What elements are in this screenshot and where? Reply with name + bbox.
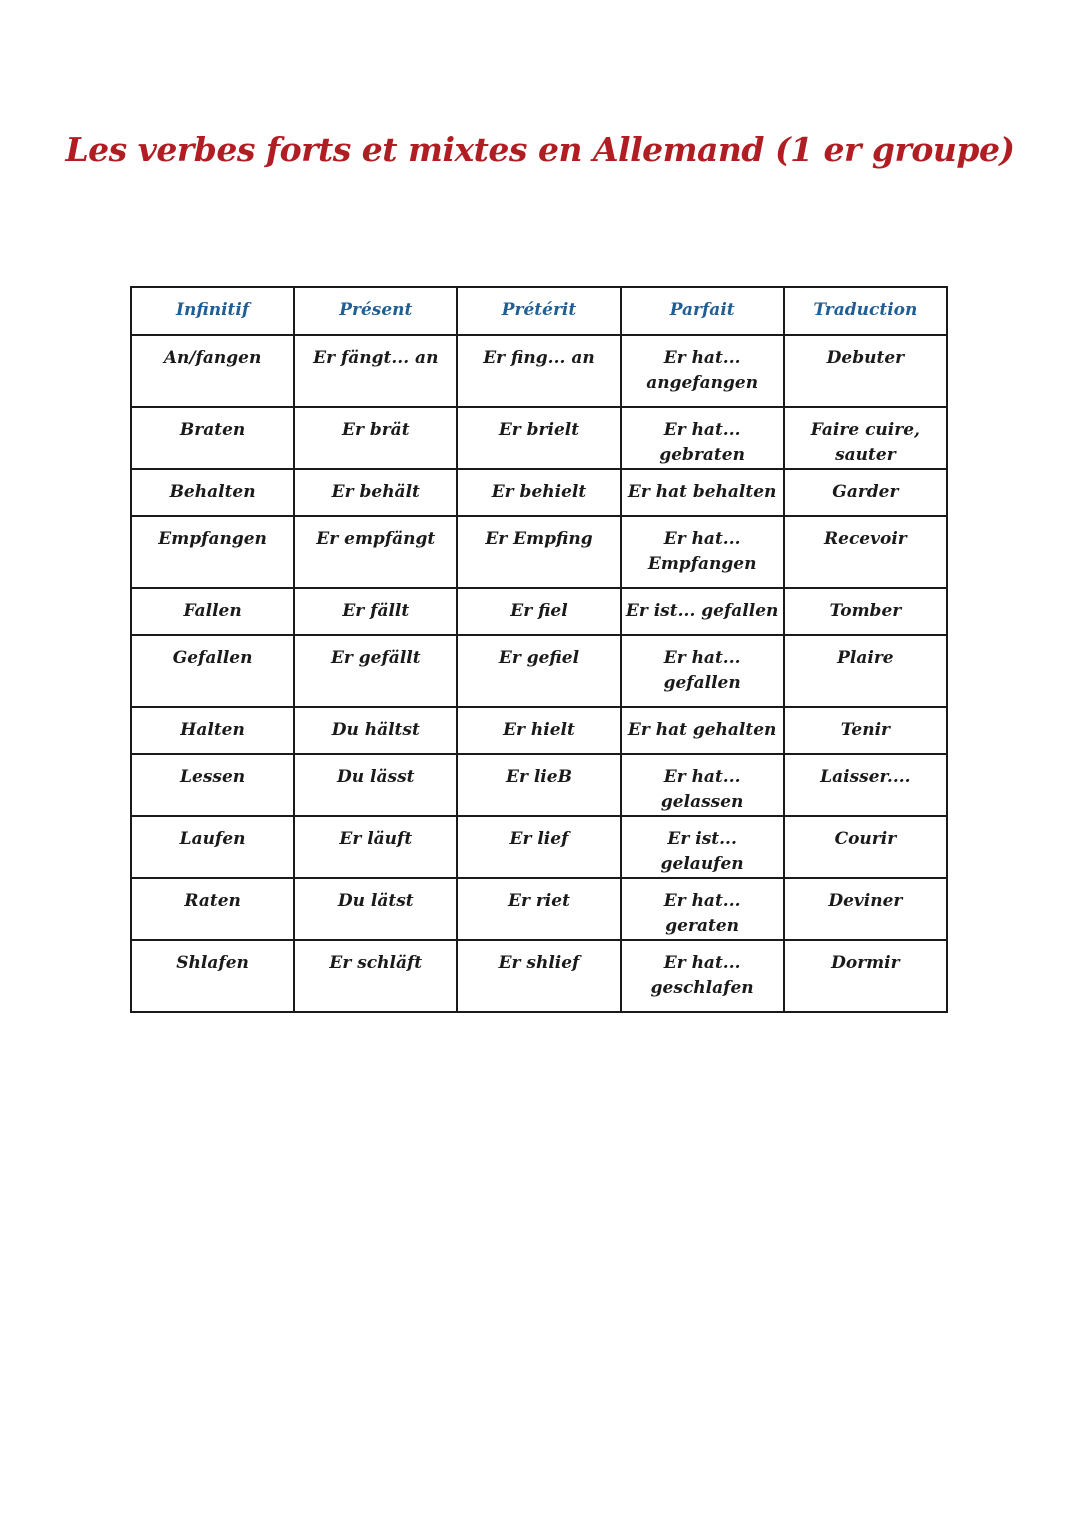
cell-preterit: Er lieB: [457, 754, 620, 816]
cell-infinitif: Lessen: [131, 754, 294, 816]
verb-table: [130, 286, 948, 1013]
cell-parfait: Er hat... geraten: [621, 878, 784, 940]
column-header-traduction: Traduction: [784, 287, 947, 335]
cell-present: Er gefällt: [294, 635, 457, 707]
cell-infinitif: Laufen: [131, 816, 294, 878]
cell-parfait: Er hat behalten: [621, 469, 784, 516]
cell-parfait: Er ist... gelaufen: [621, 816, 784, 878]
cell-traduction: Laisser....: [784, 754, 947, 816]
table-row: [131, 754, 947, 816]
cell-preterit: Er brielt: [457, 407, 620, 469]
column-header-preterit: Prétérit: [457, 287, 620, 335]
cell-traduction: Recevoir: [784, 516, 947, 588]
cell-preterit: Er hielt: [457, 707, 620, 754]
cell-traduction: Garder: [784, 469, 947, 516]
cell-present: Du lätst: [294, 878, 457, 940]
column-header-present: Présent: [294, 287, 457, 335]
cell-traduction: Dormir: [784, 940, 947, 1012]
cell-traduction: Deviner: [784, 878, 947, 940]
cell-traduction: Debuter: [784, 335, 947, 407]
cell-infinitif: An/fangen: [131, 335, 294, 407]
table-row: [131, 335, 947, 407]
cell-present: Er fällt: [294, 588, 457, 635]
cell-preterit: Er gefiel: [457, 635, 620, 707]
cell-traduction: Plaire: [784, 635, 947, 707]
table-row: [131, 635, 947, 707]
cell-parfait: Er hat... geschlafen: [621, 940, 784, 1012]
cell-preterit: Er Empfing: [457, 516, 620, 588]
cell-present: Er brät: [294, 407, 457, 469]
table-row: [131, 816, 947, 878]
cell-infinitif: Behalten: [131, 469, 294, 516]
cell-preterit: Er shlief: [457, 940, 620, 1012]
cell-preterit: Er behielt: [457, 469, 620, 516]
table-row: [131, 407, 947, 469]
cell-infinitif: Braten: [131, 407, 294, 469]
cell-parfait: Er hat... Empfangen: [621, 516, 784, 588]
cell-traduction: Courir: [784, 816, 947, 878]
table-row: [131, 707, 947, 754]
cell-preterit: Er fiel: [457, 588, 620, 635]
table-row: [131, 516, 947, 588]
cell-present: Er schläft: [294, 940, 457, 1012]
table-row: [131, 588, 947, 635]
cell-traduction: Tomber: [784, 588, 947, 635]
cell-present: Er fängt... an: [294, 335, 457, 407]
cell-preterit: Er fing... an: [457, 335, 620, 407]
cell-infinitif: Empfangen: [131, 516, 294, 588]
column-header-infinitif: Infinitif: [131, 287, 294, 335]
table-row: [131, 878, 947, 940]
cell-parfait: Er hat... angefangen: [621, 335, 784, 407]
table-row: [131, 469, 947, 516]
cell-preterit: Er lief: [457, 816, 620, 878]
page-title: Les verbes forts et mixtes en Allemand (1 er groupe): [65, 130, 1015, 169]
cell-parfait: Er ist... gefallen: [621, 588, 784, 635]
cell-present: Er empfängt: [294, 516, 457, 588]
cell-preterit: Er riet: [457, 878, 620, 940]
cell-traduction: Faire cuire, sauter: [784, 407, 947, 469]
cell-parfait: Er hat... gelassen: [621, 754, 784, 816]
table-header-row: [131, 287, 947, 335]
cell-traduction: Tenir: [784, 707, 947, 754]
cell-parfait: Er hat gehalten: [621, 707, 784, 754]
column-header-parfait: Parfait: [621, 287, 784, 335]
cell-parfait: Er hat... gebraten: [621, 407, 784, 469]
cell-infinitif: Shlafen: [131, 940, 294, 1012]
cell-parfait: Er hat... gefallen: [621, 635, 784, 707]
cell-infinitif: Fallen: [131, 588, 294, 635]
cell-present: Du lässt: [294, 754, 457, 816]
table-row: [131, 940, 947, 1012]
cell-present: Du hältst: [294, 707, 457, 754]
cell-infinitif: Raten: [131, 878, 294, 940]
cell-present: Er behält: [294, 469, 457, 516]
cell-infinitif: Halten: [131, 707, 294, 754]
cell-infinitif: Gefallen: [131, 635, 294, 707]
cell-present: Er läuft: [294, 816, 457, 878]
